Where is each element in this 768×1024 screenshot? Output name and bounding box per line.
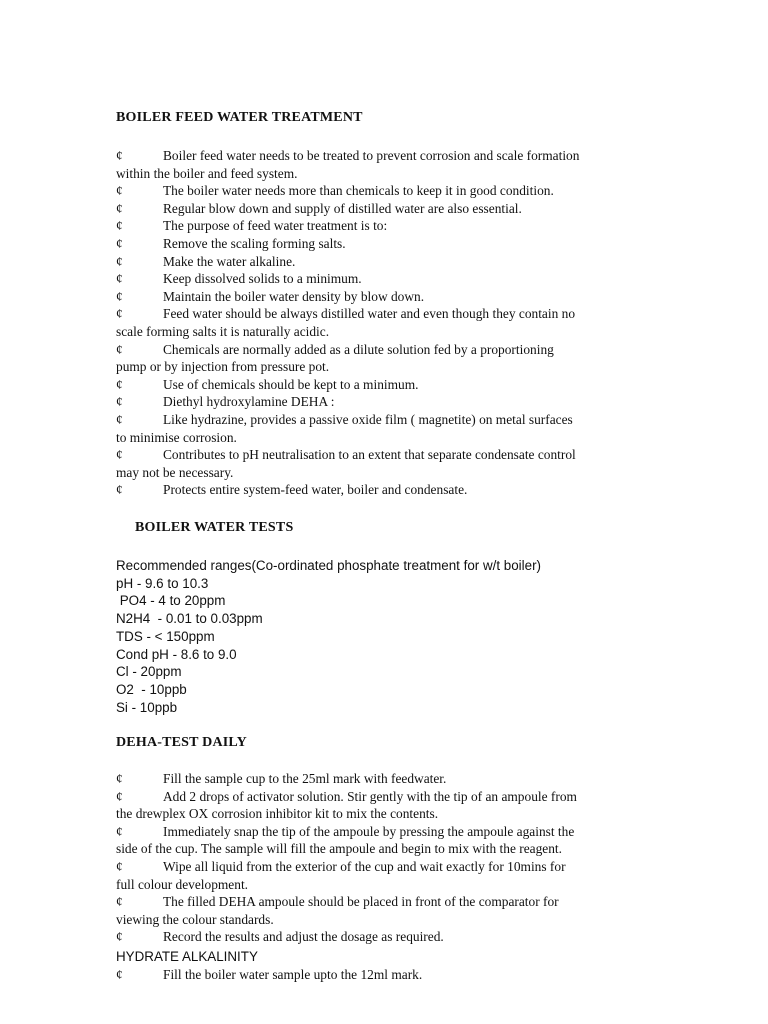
list-item-text: Diethyl hydroxylamine DEHA : <box>163 394 335 410</box>
list-item <box>116 481 656 499</box>
list-item <box>116 411 656 446</box>
section-title-boiler-feed-water-treatment: BOILER FEED WATER TREATMENT <box>116 110 363 125</box>
list-item-text: Make the water alkaline. <box>163 253 296 269</box>
list-item <box>116 217 656 235</box>
list-item-continuation: may not be necessary. <box>116 464 234 480</box>
bullet-symbol: ¢ <box>116 376 123 392</box>
list-item-text: The purpose of feed water treatment is to: <box>163 218 388 234</box>
deha-test-steps-list <box>116 770 656 946</box>
bullet-symbol: ¢ <box>116 771 123 786</box>
list-item-continuation: within the boiler and feed system. <box>116 165 298 181</box>
list-item-text: Record the results and adjust the dosage as required. <box>163 929 444 945</box>
bullet-symbol: ¢ <box>116 411 123 427</box>
list-item <box>116 253 656 271</box>
list-item-continuation: scale forming salts it is naturally acidic. <box>116 323 330 339</box>
bullet-symbol: ¢ <box>116 788 123 804</box>
list-item-continuation: side of the cup. The sample will fill the ampoule and begin to mix with the reagent. <box>116 841 562 857</box>
list-item <box>116 928 656 946</box>
recommended-ranges-list <box>116 557 541 716</box>
bullet-symbol: ¢ <box>116 341 123 357</box>
list-item <box>116 770 656 788</box>
list-item <box>116 341 656 376</box>
list-item <box>116 893 656 928</box>
list-item-continuation: viewing the colour standards. <box>116 911 274 927</box>
list-item-text: Chemicals are normally added as a dilute solution fed by a proportioning <box>163 341 554 357</box>
list-item <box>116 393 656 411</box>
list-item <box>116 788 656 823</box>
list-item <box>116 182 656 200</box>
range-item: TDS - < 150ppm <box>116 628 215 644</box>
feed-water-treatment-list <box>116 147 656 499</box>
list-item-continuation: the drewplex OX corrosion inhibitor kit to mix the contents. <box>116 806 439 822</box>
subheading-hydrate-alkalinity: HYDRATE ALKALINITY <box>116 949 258 964</box>
list-item-continuation: pump or by injection from pressure pot. <box>116 359 330 375</box>
list-item-text: The filled DEHA ampoule should be placed in front of the comparator for <box>163 894 559 910</box>
list-item <box>116 200 656 218</box>
list-item <box>116 270 656 288</box>
list-item-text: Fill the sample cup to the 25ml mark with feedwater. <box>163 771 447 786</box>
bullet-symbol: ¢ <box>116 148 123 163</box>
range-item: pH - 9.6 to 10.3 <box>116 575 209 591</box>
list-item-text: Protects entire system-feed water, boiler and condensate. <box>163 482 468 498</box>
list-item-text: Like hydrazine, provides a passive oxide film ( magnetite) on metal surfaces <box>163 411 573 427</box>
list-item-text: Immediately snap the tip of the ampoule by pressing the ampoule against the <box>163 823 575 839</box>
ranges-intro: Recommended ranges(Co-ordinated phosphate treatment for w/t boiler) <box>116 558 542 573</box>
bullet-symbol: ¢ <box>116 858 123 874</box>
bullet-symbol: ¢ <box>116 200 123 216</box>
list-item-text: Regular blow down and supply of distilled water are also essential. <box>163 200 522 216</box>
bullet-symbol: ¢ <box>116 183 123 199</box>
bullet-symbol: ¢ <box>116 218 123 234</box>
bullet-symbol: ¢ <box>116 306 123 322</box>
list-item <box>116 966 656 984</box>
list-item-continuation: to minimise corrosion. <box>116 429 237 445</box>
list-item <box>116 147 656 182</box>
list-item-text: Fill the boiler water sample upto the 12ml mark. <box>163 967 423 982</box>
section-title-deha-test-daily: DEHA-TEST DAILY <box>116 735 247 750</box>
hydrate-alkalinity-step <box>116 966 656 984</box>
list-item-text: Maintain the boiler water density by blow down. <box>163 288 425 304</box>
list-item-text: Boiler feed water needs to be treated to prevent corrosion and scale formation <box>163 148 580 163</box>
list-item-text: Contributes to pH neutralisation to an extent that separate condensate control <box>163 447 576 463</box>
bullet-symbol: ¢ <box>116 271 123 287</box>
list-item <box>116 288 656 306</box>
range-item: Cond pH - 8.6 to 9.0 <box>116 646 237 662</box>
list-item-text: Wipe all liquid from the exterior of the cup and wait exactly for 10mins for <box>163 858 566 874</box>
list-item-continuation: full colour development. <box>116 876 249 892</box>
bullet-symbol: ¢ <box>116 894 123 910</box>
list-item <box>116 446 656 481</box>
bullet-symbol: ¢ <box>116 394 123 410</box>
bullet-symbol: ¢ <box>116 482 123 498</box>
list-item-text: Add 2 drops of activator solution. Stir gently with the tip of an ampoule from <box>163 788 577 804</box>
range-item: PO4 - 4 to 20ppm <box>116 593 226 609</box>
bullet-symbol: ¢ <box>116 929 123 945</box>
range-item: Si - 10ppb <box>116 699 178 715</box>
list-item-text: Use of chemicals should be kept to a minimum. <box>163 376 419 392</box>
list-item-text: The boiler water needs more than chemicals to keep it in good condition. <box>163 183 554 199</box>
range-item: Cl - 20ppm <box>116 664 182 680</box>
list-item <box>116 305 656 340</box>
bullet-symbol: ¢ <box>116 288 123 304</box>
range-item: N2H4 - 0.01 to 0.03ppm <box>116 611 263 627</box>
bullet-symbol: ¢ <box>116 823 123 839</box>
bullet-symbol: ¢ <box>116 447 123 463</box>
list-item <box>116 823 656 858</box>
list-item <box>116 235 656 253</box>
bullet-symbol: ¢ <box>116 253 123 269</box>
list-item-text: Remove the scaling forming salts. <box>163 235 346 251</box>
list-item <box>116 376 656 394</box>
section-title-boiler-water-tests: BOILER WATER TESTS <box>135 520 294 535</box>
list-item-text: Keep dissolved solids to a minimum. <box>163 271 362 287</box>
bullet-symbol: ¢ <box>116 967 123 982</box>
bullet-symbol: ¢ <box>116 235 123 251</box>
list-item-text: Feed water should be always distilled water and even though they contain no <box>163 306 576 322</box>
list-item <box>116 858 656 893</box>
range-item: O2 - 10ppb <box>116 681 187 697</box>
